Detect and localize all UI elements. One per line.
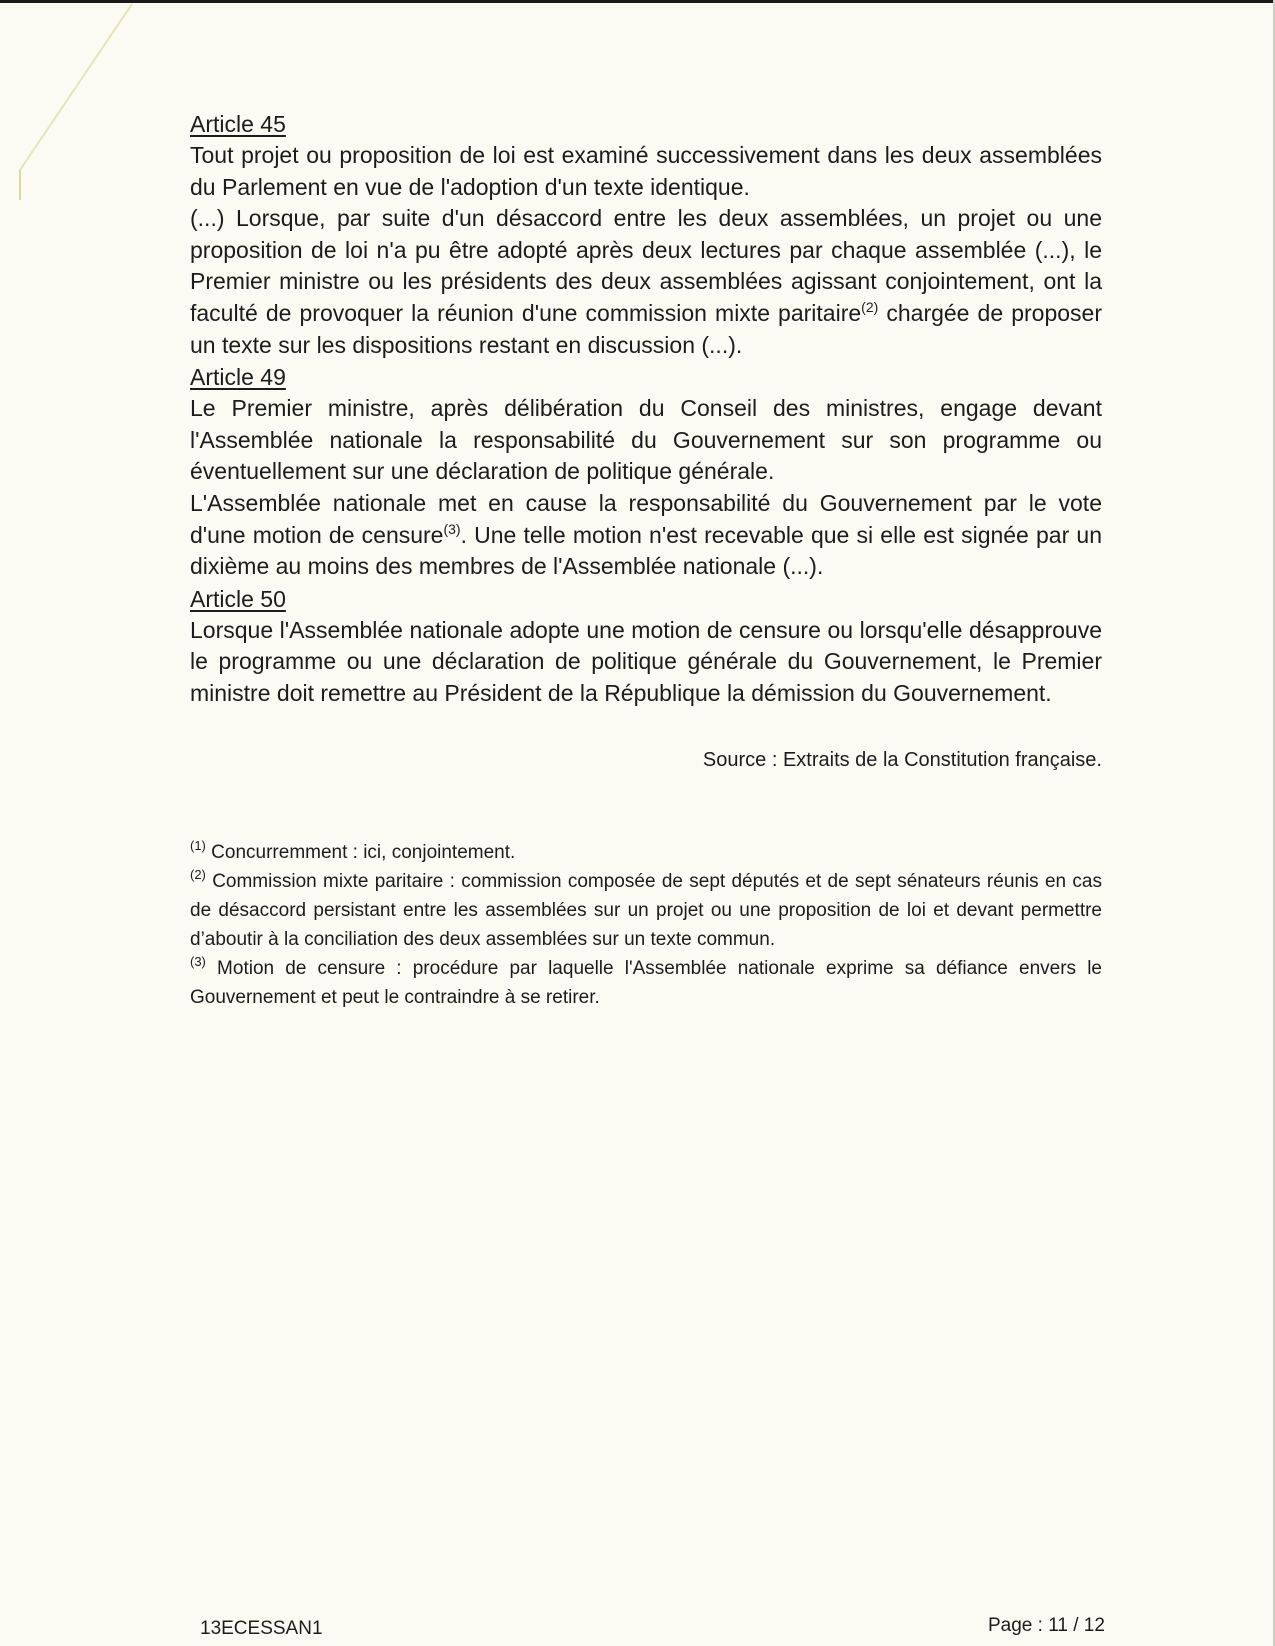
article-paragraph — [190, 140, 1102, 203]
footnote-text: Motion de censure : procédure par laquelle l'Assemblée nationale exprime sa défiance envers le Gouvernement et peut le contraindre à se retirer. — [190, 957, 1102, 1008]
page-number: Page : 11 / 12 — [988, 1615, 1105, 1636]
paragraph-text: . Une telle motion n'est recevable que si elle est signée par un dixième au moins des membres de l'Assemblée nationale (...). — [190, 521, 1102, 580]
scan-fold-mark — [0, 0, 140, 200]
paragraph-text: Tout projet ou proposition de loi est examiné successivement dans les deux assemblées du Parlement en vue de l'adoption d'un texte identique. — [190, 142, 1102, 200]
footnote — [190, 954, 1102, 1012]
footnote-marker: (2) — [190, 866, 206, 882]
article-paragraph — [190, 488, 1102, 583]
article-paragraph — [190, 393, 1102, 488]
article-paragraph — [190, 615, 1102, 710]
article-paragraph — [190, 203, 1102, 361]
footnote-marker: (1) — [190, 837, 206, 853]
paragraph-text: (...) Lorsque, par suite d'un désaccord entre les deux assemblées, un projet ou une proposition de loi n'a pu être adopté après deux lectures par chaque assemblée (...), le Premier ministre ou les présidents des deux assemblées agissant conjointement, ont la faculté de provoquer la réunion d'une commission mixte paritaire — [190, 205, 1102, 326]
footnote — [190, 838, 1102, 867]
footnotes-section — [190, 838, 1102, 1012]
footnote-text: Commission mixte paritaire : commission composée de sept députés et de sept sénateurs réunis en cas de désaccord persistant entre les assemblées sur un projet ou une proposition de loi et devant permettre d’aboutir à la conciliation des deux assemblées sur un texte commun. — [190, 870, 1102, 950]
article-heading: Article 45 — [190, 111, 286, 137]
document-code: 13ECESSAN1 — [200, 1618, 323, 1639]
paragraph-text: Lorsque l'Assemblée nationale adopte une motion de censure ou lorsqu'elle désapprouve le programme ou une déclaration de politique générale du Gouvernement, le Premier ministre doit remettre au Président de la République la démission du Gouvernement. — [190, 616, 1102, 706]
articles-section — [190, 108, 1102, 710]
paragraph-text: L'Assemblée nationale met en cause la responsabilité du Gouvernement par le vote d'une motion de censure — [190, 489, 1102, 548]
footnote — [190, 867, 1102, 954]
footnote-marker: (3) — [190, 953, 206, 969]
paragraph-text: chargée de proposer un texte sur les dispositions restant en discussion (...). — [190, 299, 1102, 358]
footnote-reference: (3) — [443, 520, 461, 537]
article-heading: Article 50 — [190, 585, 286, 612]
scan-top-edge — [0, 0, 1275, 3]
document-page — [190, 108, 1102, 1012]
source-citation: Source : Extraits de la Constitution française. — [702, 748, 1102, 771]
footnote-text: Concurremment : ici, conjointement. — [205, 841, 516, 863]
paragraph-text: Le Premier ministre, après délibération du Conseil des ministres, engage devant l'Assemblée nationale la responsabilité du Gouvernement sur son programme ou éventuellement sur une déclaration de politique générale. — [190, 395, 1102, 485]
footnote-reference: (2) — [861, 298, 879, 315]
article-heading: Article 49 — [190, 364, 286, 391]
